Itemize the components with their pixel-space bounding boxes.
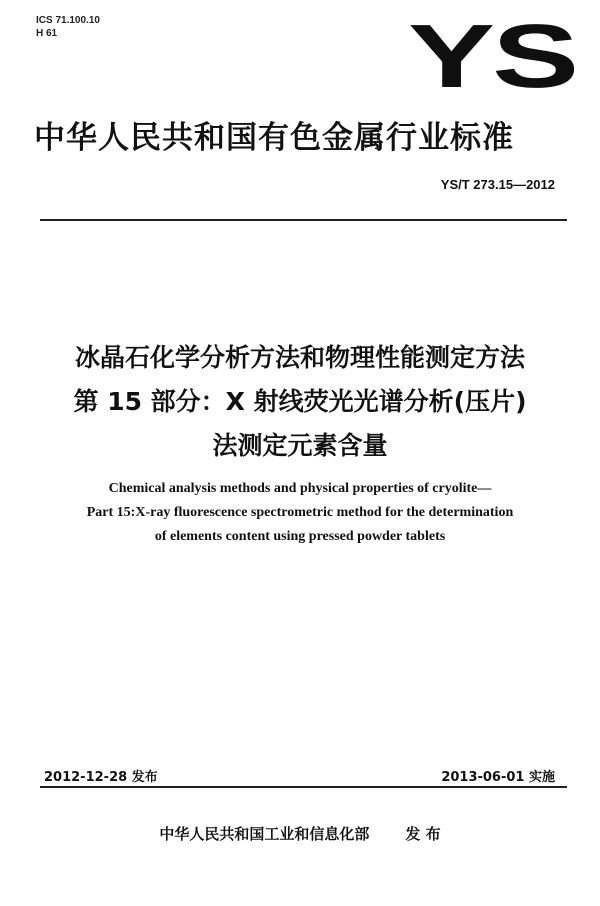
ics-code: ICS 71.100.10 (36, 15, 100, 26)
top-divider (40, 219, 567, 221)
ys-logo: YS (408, 7, 577, 107)
bottom-divider (40, 786, 567, 788)
title-zh-line2: 第 15 部分：X 射线荧光光谱分析(压片) (73, 387, 527, 416)
publisher-name: 中华人民共和国工业和信息化部 (159, 825, 370, 843)
standard-number: YS/T 273.15—2012 (440, 177, 555, 192)
title-en-line3: of elements content using pressed powder tablets (154, 529, 446, 544)
issue-date: 2012-12-28 发布 (44, 770, 158, 785)
category-code: H 61 (36, 28, 58, 39)
publisher-action: 发 布 (405, 825, 441, 843)
title-en-line2: Part 15:X-ray fluorescence spectrometric method for the determination (86, 505, 514, 520)
title-zh-line1: 冰晶石化学分析方法和物理性能测定方法 (74, 343, 525, 372)
publisher (0, 823, 600, 844)
title-zh-line3: 法测定元素含量 (212, 431, 388, 460)
org-title: 中华人民共和国有色金属行业标准 (34, 120, 514, 156)
title-en-line1: Chemical analysis methods and physical properties of cryolite— (108, 481, 492, 496)
classification-codes (36, 14, 100, 40)
implement-date: 2013-06-01 实施 (441, 770, 555, 785)
